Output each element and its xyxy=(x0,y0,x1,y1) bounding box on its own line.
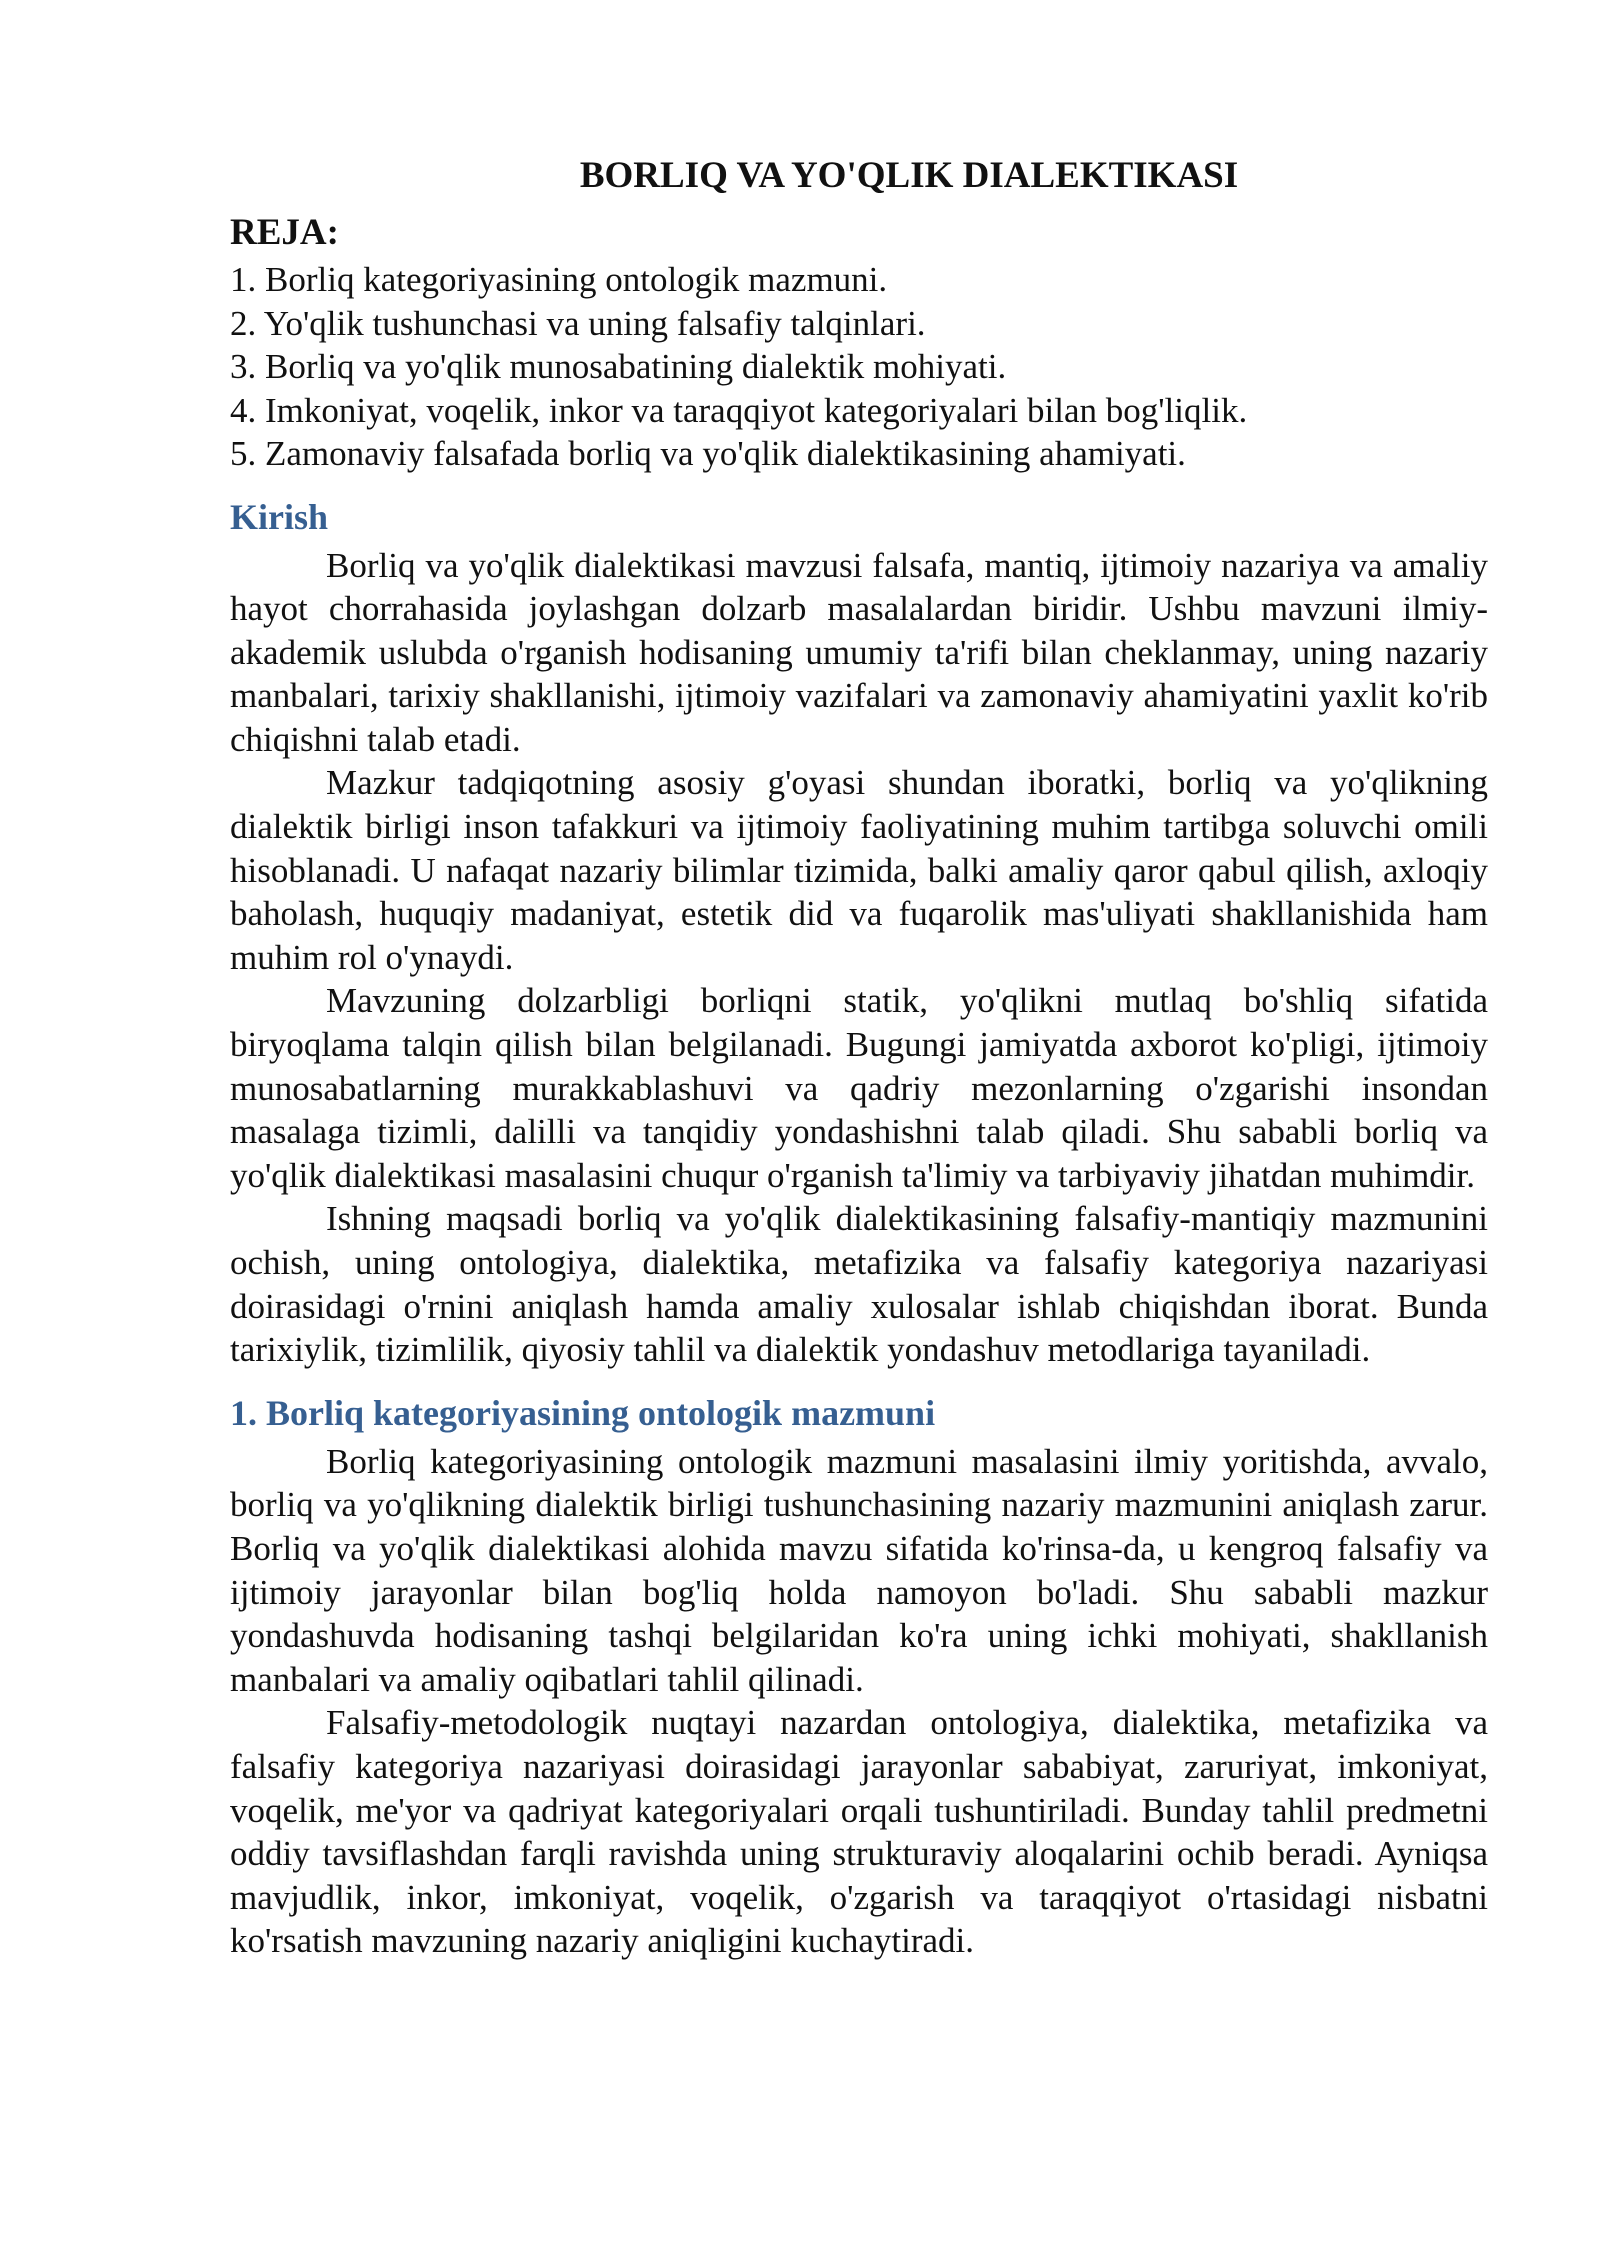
document-title: BORLIQ VA YO'QLIK DIALEKTIKASI xyxy=(579,155,1239,196)
plan-item: 3. Borliq va yo'qlik munosabatining dialektik mohiyati. xyxy=(230,347,1007,386)
paragraph: Mazkur tadqiqotning asosiy g'oyasi shundan iboratki, borliq va yo'qlikning dialektik birligi inson tafakkuri va ijtimoiy faoliyatining muhim tartibga soluvchi omili hisoblanadi. U nafaqat nazariy bilimlar tizimida, balki amaliy qaror qabul qilish, axloqiy baholash, huquqiy madaniyat, estetik did va fuqarolik mas'uliyati shakllanishida ham muhim rol o'ynaydi. xyxy=(230,763,1488,977)
plan-item: 2. Yo'qlik tushunchasi va uning falsafiy talqinlari. xyxy=(230,303,926,343)
plan-list xyxy=(230,258,1488,476)
plan-item: 1. Borliq kategoriyasining ontologik mazmuni. xyxy=(230,260,888,299)
page-content xyxy=(230,148,1488,1963)
plan-item: 5. Zamonaviy falsafada borliq va yo'qlik dialektikasining ahamiyati. xyxy=(230,434,1186,473)
section-1 xyxy=(230,1386,1488,1963)
section-introduction xyxy=(230,490,1488,1372)
plan-item: 4. Imkoniyat, voqelik, inkor va taraqqiyot kategoriyalari bilan bog'liqlik. xyxy=(230,390,1248,430)
paragraph: Mavzuning dolzarbligi borliqni statik, yo'qlikni mutlaq bo'shliq sifatida biryoqlama talqin qilish bilan belgilanadi. Bugungi jamiyatda axborot ko'pligi, ijtimoiy munosabatlarning murakkablashuvi va qadriy mezonlarning o'zgarishi insondan masalaga tizimli, dalilli va tanqidiy yondashishni talab qiladi. Shu sababli borliq va yo'qlik dialektikasi masalasini chuqur o'rganish ta'limiy va tarbiyaviy jihatdan muhimdir. xyxy=(230,981,1488,1195)
paragraph: Borliq kategoriyasining ontologik mazmuni masalasini ilmiy yoritishda, avvalo, borliq va yo'qlikning dialektik birligi tushunchasining nazariy mazmunini aniqlash zarur. Borliq va yo'qlik dialektikasi alohida mavzu sifatida ko'rinsa-da, u kengroq falsafiy va ijtimoiy jarayonlar bilan bog'liq holda namoyon bo'ladi. Shu sababli mazkur yondashuvda hodisaning tashqi belgilaridan ko'ra uning ichki mohiyati, shakllanish manbalari va amaliy oqibatlari tahlil qilinadi. xyxy=(230,1441,1488,1699)
section-heading: 1. Borliq kategoriyasining ontologik mazmuni xyxy=(230,1392,936,1433)
paragraph: Ishning maqsadi borliq va yo'qlik dialektikasining falsafiy-mantiqiy mazmunini ochish, uning ontologiya, dialektika, metafizika va falsafiy kategoriya nazariyasi doirasidagi o'rnini aniqlash hamda amaliy xulosalar ishlab chiqishdan iborat. Bunda tarixiylik, tizimlilik, qiyosiy tahlil va dialektik yondashuv metodlariga tayaniladi. xyxy=(230,1199,1488,1370)
section-heading: Kirish xyxy=(230,496,329,537)
plan-heading: REJA: xyxy=(230,212,339,253)
paragraph: Falsafiy-metodologik nuqtayi nazardan ontologiya, dialektika, metafizika va falsafiy kategoriya nazariyasi doirasidagi jarayonlar sababiyat, zaruriyat, imkoniyat, voqelik, me'yor va qadriyat kategoriyalari orqali tushuntiriladi. Bunday tahlil predmetni oddiy tavsiflashdan farqli ravishda uning strukturaviy aloqalarini ochib beradi. Ayniqsa mavjudlik, inkor, imkoniyat, voqelik, o'zgarish va taraqqiyot o'rtasidagi nisbatni ko'rsatish mavzuning nazariy aniqligini kuchaytiradi. xyxy=(230,1703,1488,1961)
paragraph: Borliq va yo'qlik dialektikasi mavzusi falsafa, mantiq, ijtimoiy nazariya va amaliy hayot chorrahasida joylashgan dolzarb masalalardan biridir. Ushbu mavzuni ilmiy-akademik uslubda o'rganish hodisaning umumiy ta'rifi bilan cheklanmay, uning nazariy manbalari, tarixiy shakllanishi, ijtimoiy vazifalari va zamonaviy ahamiyatini yaxlit ko'rib chiqishni talab etadi. xyxy=(230,545,1488,759)
